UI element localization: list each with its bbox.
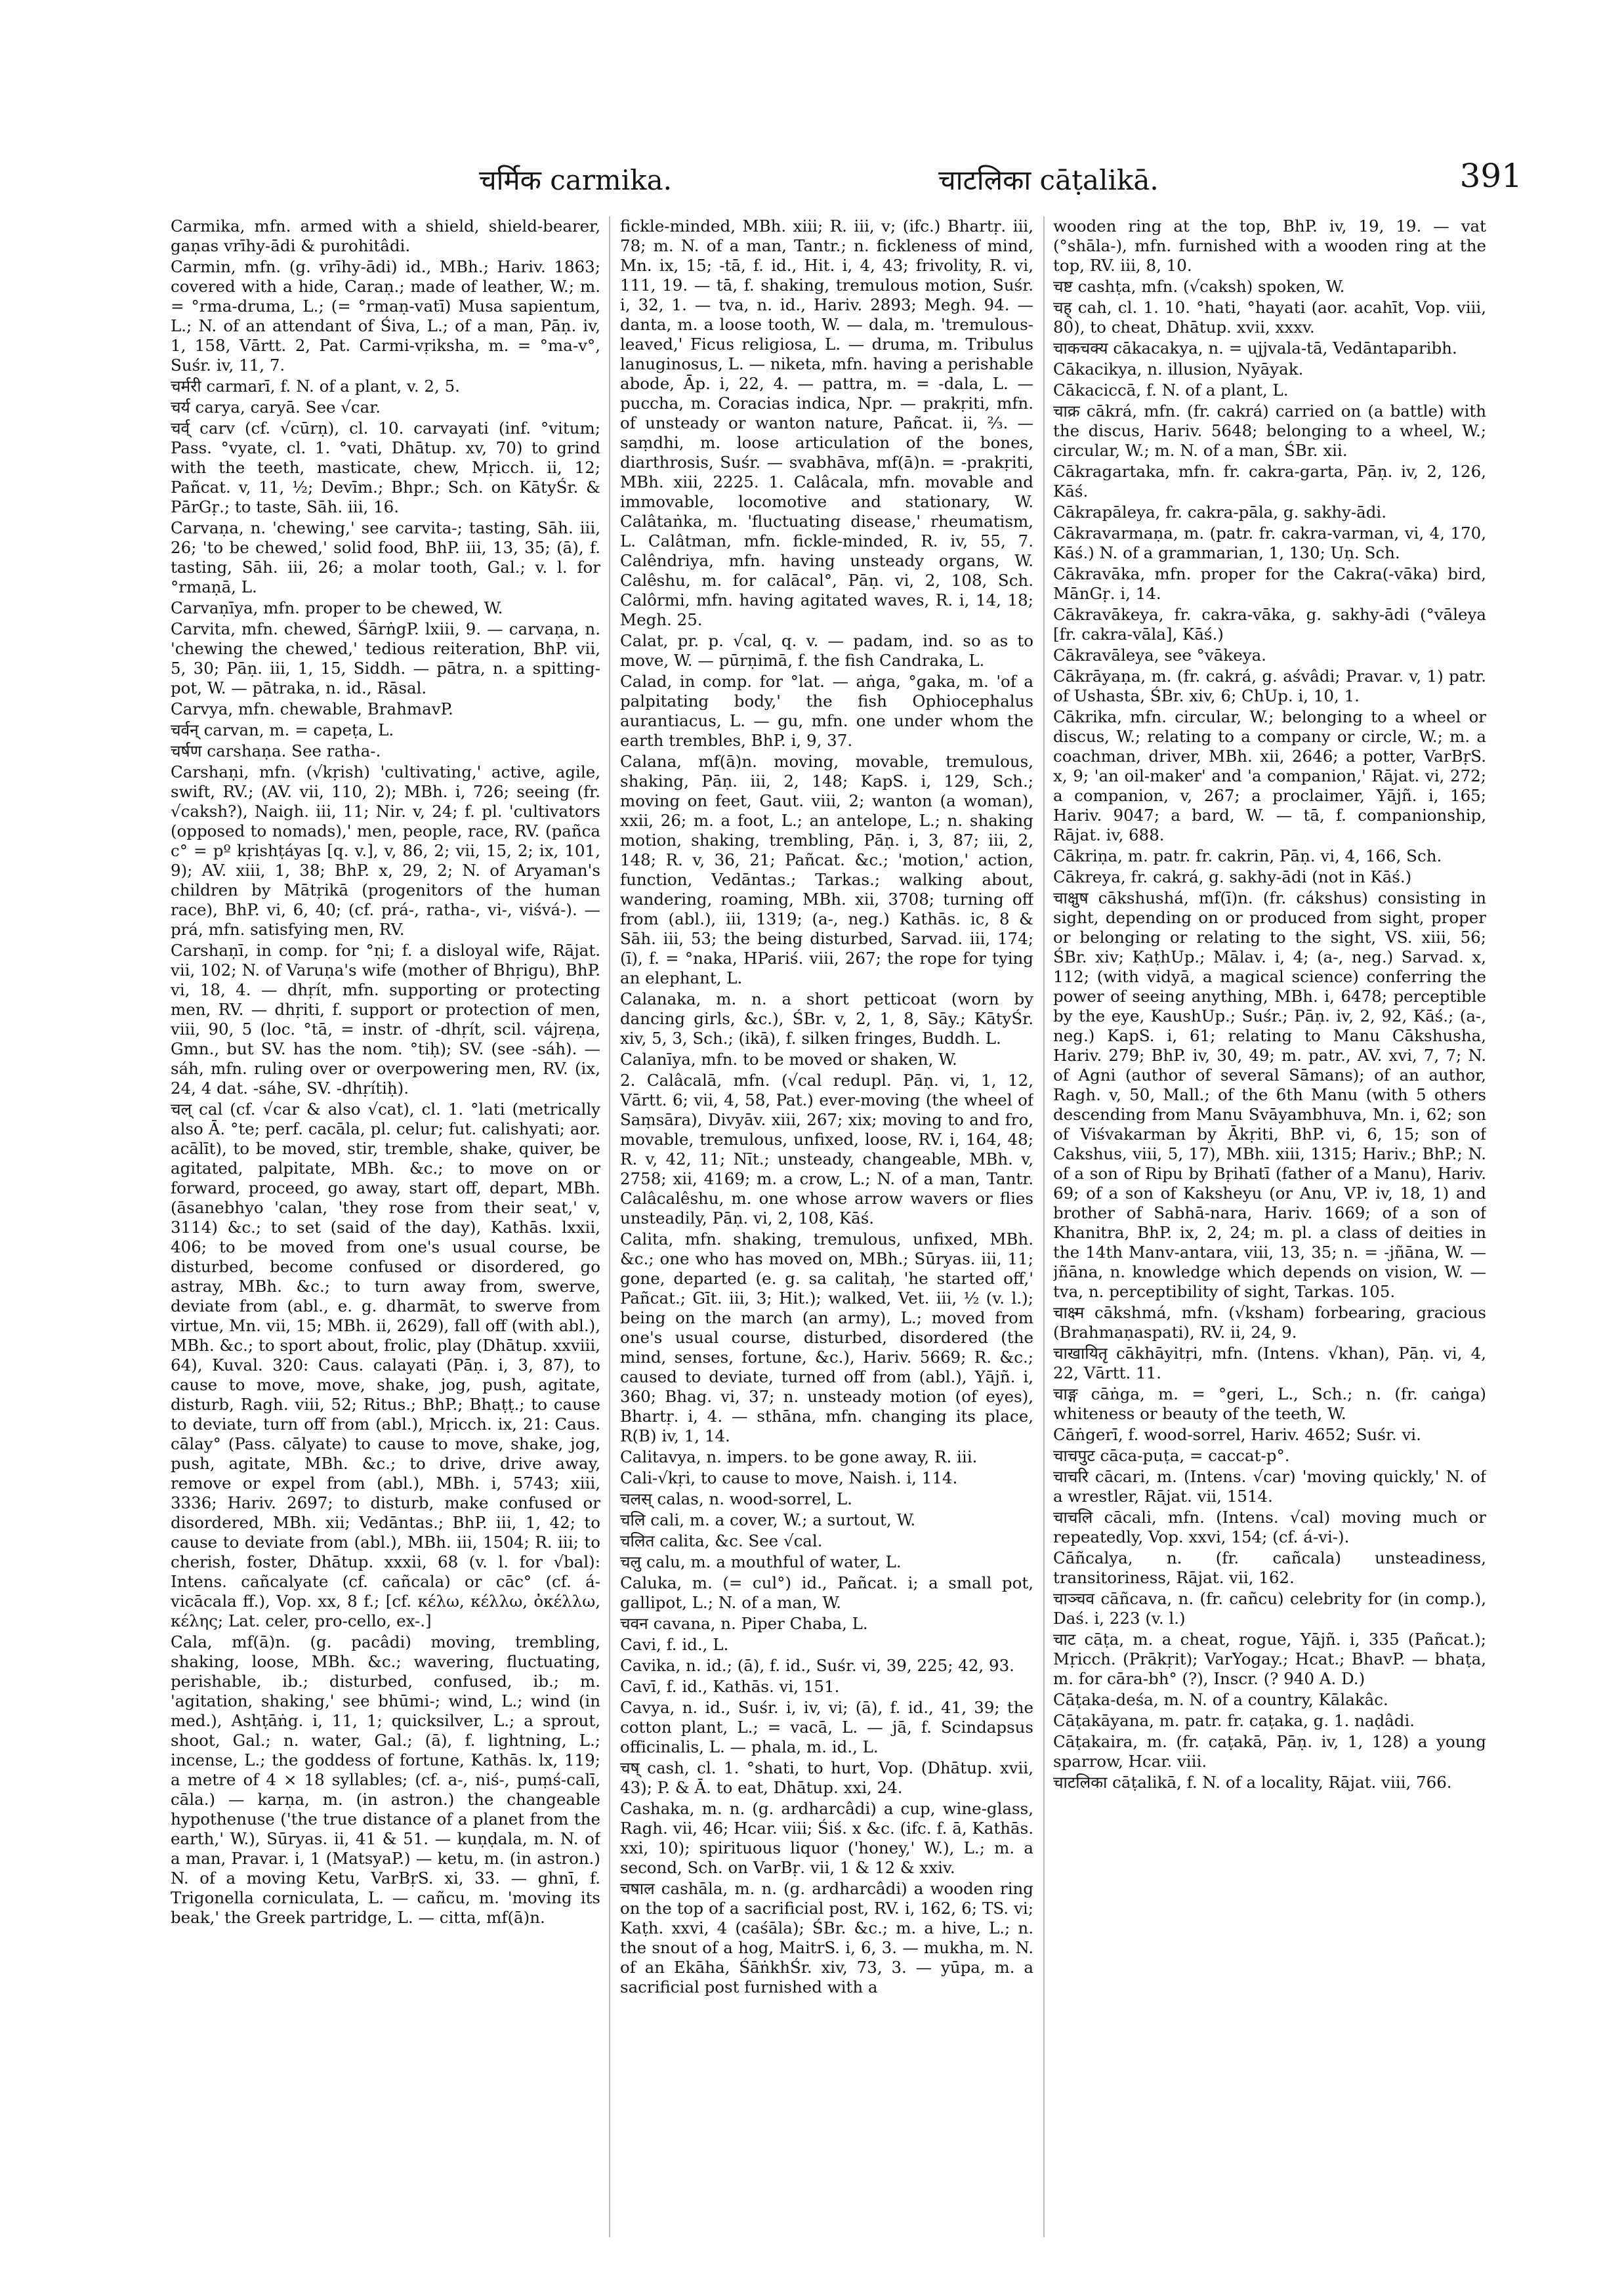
- column-left: [171, 217, 600, 2237]
- dictionary-entry: चलस् calas, n. wood-sorrel, L.: [620, 1489, 852, 1508]
- dictionary-entry: चाचपुट cāca-puṭa, = caccat-p°.: [1053, 1446, 1290, 1465]
- dictionary-entry: Carvaṇīya, mfn. proper to be chewed, W.: [171, 598, 503, 617]
- dictionary-entry: चाङ्ग cāṅga, m. = °geri, L., Sch.; n. (fr. caṅga) whiteness or beauty of the teeth, W.: [1053, 1384, 1486, 1423]
- dictionary-entry: Cali-√kṛi, to cause to move, Naish. i, 114.: [620, 1468, 958, 1487]
- dictionary-entry: चाचलि cācali, mfn. (Intens. √cal) moving much or repeatedly, Vop. xxvi, 154; (cf. á-vi-).: [1053, 1508, 1486, 1546]
- dictionary-entry: Cala, mf(ā)n. (g. pacâdi) moving, trembling, shaking, loose, MBh. &c.; wavering, fluctuating, perishable, ib.; disturbed, confused, ib.; m. 'agitation, shaking,' see bhūmi-; wind, L.; wind (in med.), Ashṭāṅg. i, 11, 1; quicksilver, L.; a sprout, shoot, Gal.; n. water, Gal.; (ā), f. lightning, L.; incense, L.; the goddess of fortune, Kathās. lx, 119; a metre of 4 × 18 syllables; (cf. a-, niś-, puṃś-calī, cāla.) — karṇa, m. (in astron.) the changeable hypothenuse ('the true distance of a planet from the earth,' W.), Sūryas. ii, 41 & 51. — kuṇḍala, m. N. of a man, Pravar. i, 1 (MatsyaP.) — ketu, m. (in astron.) N. of a moving Ketu, VarBṛS. xi, 33. — ghnī, f. Trigonella corniculata, L. — cañcu, m. 'moving its beak,' the Greek partridge, L. — citta, mf(ā)n.: [171, 1632, 600, 1927]
- dictionary-entry: Cākrāyaṇa, m. (fr. cakrá, g. aśvâdi; Pravar. v, 1) patr. of Ushasta, ŚBr. xiv, 6; ChUp. i, 10, 1.: [1053, 667, 1486, 705]
- dictionary-entry: चाट cāṭa, m. a cheat, rogue, Yājñ. i, 335 (Pañcat.); Mṛicch. (Prākṛit); VarYogay.; Hcat.; BhavP. — bhaṭa, m. for cāra-bh° (?), Inscr. (? 940 A. D.): [1053, 1630, 1486, 1688]
- dictionary-entry: Cāṭakaira, m. (fr. caṭakā, Pāṇ. iv, 1, 128) a young sparrow, Hcar. viii.: [1053, 1732, 1486, 1771]
- dictionary-entry: Cākacikya, n. illusion, Nyāyak.: [1053, 360, 1304, 379]
- dictionary-entry: चर्मरी carmarī, f. N. of a plant, v. 2, 5.: [171, 377, 460, 396]
- dictionary-entry: Cākriṇa, m. patr. fr. cakrin, Pāṇ. vi, 4, 166, Sch.: [1053, 846, 1442, 865]
- dictionary-entry: Carmin, mfn. (g. vrīhy-ādi) id., MBh.; Hariv. 1863; covered with a hide, Caraṇ.; made of leather, W.; m. = °rma-druma, L.; (= °rmaṇ-vatī) Musa sapientum, L.; N. of an attendant of Śiva, L.; of a man, Pāṇ. iv, 1, 158, Vārtt. 2, Pat. Carmi-vṛiksha, m. = °ma-v°, Suśr. iv, 11, 7.: [171, 257, 600, 375]
- dictionary-entry: चवन cavana, n. Piper Chaba, L.: [620, 1614, 868, 1633]
- dictionary-entry: Calanaka, m. n. a short petticoat (worn by dancing girls, &c.), ŚBr. v, 2, 1, 8, Sāy.; KātyŚr. xiv, 5, 3, Sch.; (ikā), f. silken fringes, Buddh. L.: [620, 989, 1033, 1048]
- dictionary-entry: Cākragartaka, mfn. fr. cakra-garta, Pāṇ. iv, 2, 126, Kāś.: [1053, 462, 1486, 501]
- page-header: [164, 157, 1522, 213]
- dictionary-entry: Cavya, n. id., Suśr. i, iv, vi; (ā), f. id., 41, 39; the cotton plant, L.; = vacā, L. — jā, f. Scindapsus officinalis, L. — phala, m. id., L.: [620, 1698, 1033, 1756]
- dictionary-entry: Calita, mfn. shaking, tremulous, unfixed, MBh. &c.; one who has moved on, MBh.; Sūryas. iii, 11; gone, departed (e. g. sa calitaḥ, 'he started off,' Pañcat.; Gīt. iii, 3; Hit.); walked, Vet. iii, ½ (v. l.); being on the march (an army), L.; moved from one's usual course, disturbed, disordered (the mind, senses, fortune, &c.), Hariv. 5669; R. &c.; caused to deviate, turned off from (abl.), Yājñ. i, 360; Bhag. vi, 37; n. unsteady motion (of eyes), Bhartṛ. i, 4. — sthāna, mfn. changing its place, R(B) iv, 1, 14.: [620, 1230, 1033, 1445]
- dictionary-entry: Cākravākeya, fr. cakra-vāka, g. sakhy-ādi (°vāleya [fr. cakra-vāla], Kāś.): [1053, 605, 1486, 644]
- dictionary-entry: Carshaṇi, mfn. (√kṛish) 'cultivating,' active, agile, swift, RV.; (AV. vii, 110, 2); MBh. i, 726; seeing (fr. √caksh?), Naigh. iii, 11; Nir. v, 24; f. pl. 'cultivators (opposed to nomads),' men, people, race, RV. (pañca c° = pº kṛishṭáyas [q. v.], v, 86, 2; vii, 15, 2; ix, 101, 9); AV. xiii, 1, 38; BhP. x, 29, 2; N. of Aryaman's children by Mātṛikā (progenitors of the human race), BhP. vi, 6, 40; (cf. prá-, ratha-, vi-, viśvá-). — prá, mfn. satisfying men, RV.: [171, 762, 600, 939]
- dictionary-entry: Cāṅgerī, f. wood-sorrel, Hariv. 4652; Suśr. vi.: [1053, 1425, 1421, 1444]
- header-right-word: चाटलिका cāṭalikā.: [938, 164, 1159, 196]
- dictionary-entry: Cākreya, fr. cakrá, g. sakhy-ādi (not in Kāś.): [1053, 867, 1412, 886]
- dictionary-entry: चर्व् carv (cf. √cūrṇ), cl. 10. carvayati (inf. °vitum; Pass. °vyate, cl. 1. °vati, Dhātup. xv, 70) to grind with the teeth, masticate, chew, Mṛicch. ii, 12; Pañcat. v, 11, ½; Devīm.; Bhpr.; Sch. on KātyŚr. & PārGṛ.; to taste, Sāh. iii, 16.: [171, 419, 600, 516]
- dictionary-entry: चाकचक्य cākacakya, n. = ujjvala-tā, Vedāntaparibh.: [1053, 339, 1457, 358]
- dictionary-entry: Cākrapāleya, fr. cakra-pāla, g. sakhy-ādi.: [1053, 503, 1387, 522]
- dictionary-entry: चर्य carya, caryā. See √car.: [171, 398, 381, 417]
- dictionary-entry: Carvaṇa, n. 'chewing,' see carvita-; tasting, Sāh. iii, 26; 'to be chewed,' solid food, BhP. iii, 13, 35; (ā), f. tasting, Sāh. iii, 26; a molar tooth, Gal.; v. l. for °rmaṇā, L.: [171, 518, 600, 596]
- dictionary-entry: Cavi, f. id., L.: [620, 1635, 729, 1654]
- dictionary-entry: Cākrika, mfn. circular, W.; belonging to a wheel or discus, W.; relating to a company or circle, W.; m. a coachman, driver, MBh. xii, 2646; a potter, VarBṛS. x, 9; 'an oil-maker' and 'a companion,' Rājat. vi, 272; a companion, v, 267; a proclaimer, Yājñ. i, 165; Hariv. 9047; a bard, W. — tā, f. companionship, Rājat. iv, 688.: [1053, 707, 1486, 844]
- dictionary-entry: चर्वन् carvan, m. = capeṭa, L.: [171, 720, 394, 739]
- dictionary-entry: Cāṭakāyana, m. patr. fr. caṭaka, g. 1. naḍâdi.: [1053, 1711, 1415, 1730]
- dictionary-entry: Cashaka, m. n. (g. ardharcâdi) a cup, wine-glass, Ragh. vii, 46; Hcar. viii; Śiś. x &c. (ifc. f. ā, Kathās. xxi, 10); spirituous liquor ('honey,' W.), L.; m. a second, Sch. on VarBṛ. vii, 1 & 12 & xxiv.: [620, 1799, 1033, 1877]
- dictionary-entry: Cākravarmaṇa, m. (patr. fr. cakra-varman, vi, 4, 170, Kāś.) N. of a grammarian, 1, 130; Uṇ. Sch.: [1053, 524, 1486, 562]
- column-divider: [609, 217, 610, 2237]
- dictionary-entry: Calat, pr. p. √cal, q. v. — padam, ind. so as to move, W. — pūrṇimā, f. the fish Candraka, L.: [620, 631, 1033, 670]
- dictionary-entry: Carvya, mfn. chewable, BrahmavP.: [171, 699, 453, 718]
- column-right: [1053, 217, 1486, 2237]
- dictionary-entry: Cāñcalya, n. (fr. cañcala) unsteadiness, transitoriness, Rājat. vii, 162.: [1053, 1548, 1486, 1587]
- dictionary-entry: wooden ring at the top, BhP. iv, 19, 19. — vat (°shāla-), mfn. furnished with a wooden ring at the top, RV. iii, 8, 10.: [1053, 217, 1486, 275]
- dictionary-entry: Calanīya, mfn. to be moved or shaken, W.: [620, 1050, 957, 1069]
- dictionary-entry: चाक्षुष cākshushá, mf(ī)n. (fr. cákshus) consisting in sight, depending on or produced from sight, proper or belonging or relating to the sight, VS. xiii, 56; ŚBr. xiv; KaṭhUp.; Mālav. i, 4; (a-, neg.) Sarvad. x, 112; (with vidyā, a magical science) conferring the power of seeing anything, MBh. i, 6478; perceptible by the eye, KaushUp.; Suśr.; Pāṇ. iv, 2, 92, Kāś.; (a-, neg.) KapS. i, 61; relating to Manu Cākshusha, Hariv. 279; BhP. iv, 30, 49; m. patr., AV. xvi, 7, 7; N. of Agni (author of several Sāmans); of an author, Ragh. v, 50, Mall.; of the 6th Manu (with 5 others descending from Manu Svāyambhuva, Mn. i, 62; son of Viśvakarman by Ākṛiti, BhP. vi, 6, 15; son of Cakshus, viii, 5, 17), MBh. xiii, 1315; Hariv.; BhP.; N. of a son of Ripu by Bṛihatī (father of a Manu), Hariv. 69; of a son of Kaksheyu (or Anu, VP. iv, 18, 1) and brother of Sabhā-nara, Hariv. 1669; of a son of Khanitra, BhP. ix, 2, 24; m. pl. a class of deities in the 14th Manv-antara, viii, 13, 35; n. = -jñāna, W. — jñāna, n. knowledge which depends on vision, W. — tva, n. perceptibility of sight, Tarkas. 105.: [1053, 888, 1486, 1301]
- dictionary-entry: चलित calita, &c. See √cal.: [620, 1531, 823, 1550]
- dictionary-entry: चाक्र cākrá, mfn. (fr. cakrá) carried on (a battle) with the discus, Hariv. 5648; belonging to a wheel, W.; circular, W.; m. N. of a man, ŚBr. xii.: [1053, 402, 1486, 460]
- dictionary-entry: Cākravāleya, see °vākeya.: [1053, 646, 1266, 665]
- column-divider: [1043, 217, 1045, 2237]
- dictionary-entry: चाचरि cācari, m. (Intens. √car) 'moving quickly,' N. of a wrestler, Rājat. vii, 1514.: [1053, 1467, 1486, 1506]
- dictionary-entry: Caluka, m. (= cul°) id., Pañcat. i; a small pot, gallipot, L.; N. of a man, W.: [620, 1573, 1033, 1612]
- dictionary-entry: चष्ट cashṭa, mfn. (√caksh) spoken, W.: [1053, 277, 1345, 296]
- dictionary-entry: Cākaciccā, f. N. of a plant, L.: [1053, 381, 1289, 400]
- dictionary-entry: चलि cali, m. a cover, W.; a surtout, W.: [620, 1510, 916, 1529]
- dictionary-entry: Calitavya, n. impers. to be gone away, R. iii.: [620, 1447, 978, 1466]
- header-left-word: चर्मिक carmika.: [479, 164, 673, 196]
- dictionary-entry: चषाल cashāla, m. n. (g. ardharcâdi) a wooden ring on the top of a sacrificial post, RV. i, 162, 6; TS. vi; Kaṭh. xxvi, 4 (caśāla); ŚBr. &c.; m. a hive, L.; n. the snout of a hog, MaitrS. i, 6, 3. — mukha, m. N. of an Ekāha, ŚāṅkhŚr. xiv, 73, 3. — yūpa, m. a sacrificial post furnished with a: [620, 1879, 1033, 1996]
- column-middle: [620, 217, 1033, 2237]
- dictionary-entry: चलु calu, m. a mouthful of water, L.: [620, 1552, 902, 1571]
- dictionary-entry: Carshaṇī, in comp. for °ṇi; f. a disloyal wife, Rājat. vii, 102; N. of Varuṇa's wife (mother of Bhṛigu), BhP. vi, 18, 4. — dhṛít, mfn. supporting or protecting men, RV. — dhṛiti, f. support or protection of men, viii, 90, 5 (loc. °tā, = instr. of -dhṛít, scil. vájreṇa, Gmn., but SV. has the nom. °tiḥ); SV. (see -sáh). — sáh, mfn. ruling over or overpowering men, RV. (ix, 24, 4 dat. -sáhe, SV. -dhṛítiḥ).: [171, 941, 600, 1098]
- dictionary-entry: Carmika, mfn. armed with a shield, shield-bearer, gaṇas vrīhy-ādi & purohitâdi.: [171, 217, 600, 255]
- page-number: 391: [1459, 157, 1522, 195]
- dictionary-entry: चाखायितृ cākhāyitṛi, mfn. (Intens. √khan), Pāṇ. vi, 4, 22, Vārtt. 11.: [1053, 1344, 1486, 1382]
- dictionary-entry: चाक्ष्म cākshmá, mfn. (√ksham) forbearing, gracious (Brahmaṇaspati), RV. ii, 24, 9.: [1053, 1303, 1486, 1342]
- dictionary-entry: Calad, in comp. for °lat. — aṅga, °gaka, m. 'of a palpitating body,' the fish Ophiocephalus aurantiacus, L. — gu, mfn. one under whom the earth trembles, BhP. i, 9, 37.: [620, 672, 1033, 750]
- dictionary-entry: fickle-minded, MBh. xiii; R. iii, v; (ifc.) Bhartṛ. iii, 78; m. N. of a man, Tantr.; n. fickleness of mind, Mn. ix, 15; -tā, f. id., Hit. i, 4, 43; frivolity, R. vi, 111, 19. — tā, f. shaking, tremulous motion, Suśr. i, 32, 1. — tva, n. id., Hariv. 2893; Megh. 94. — danta, m. a loose tooth, W. — dala, m. 'tremulous-leaved,' Ficus religiosa, L. — druma, m. Tribulus lanuginosus, L. — niketa, mfn. having a perishable abode, Āp. i, 22, 4. — pattra, m. = -dala, L. — puccha, m. Coracias indica, Npr. — prakṛiti, mfn. of unsteady or wanton nature, Pañcat. ii, ⅔. — saṃdhi, m. loose articulation of the bones, diarthrosis, Suśr. — svabhāva, mf(ā)n. = -prakṛiti, MBh. xiii, 2225. 1. Calâcala, mfn. movable and immovable, locomotive and stationary, W. Calâtaṅka, m. 'fluctuating disease,' rheumatism, L. Calâtman, mfn. fickle-minded, R. iv, 55, 7. Calêndriya, mfn. having unsteady organs, W. Calêshu, m. for calācal°, Pāṇ. vi, 2, 108, Sch. Calôrmi, mfn. having agitated waves, R. i, 14, 18; Megh. 25.: [620, 217, 1033, 629]
- dictionary-entry: Calana, mf(ā)n. moving, movable, tremulous, shaking, Pāṇ. iii, 2, 148; KapS. i, 129, Sch.; moving on feet, Gaut. viii, 2; wanton (a woman), xxii, 26; m. a foot, L.; an antelope, L.; n. shaking motion, shaking, trembling, Pāṇ. i, 3, 87; iii, 2, 148; R. v, 36, 21; Pañcat. &c.; 'motion,' action, function, Vedāntas.; Tarkas.; walking about, wandering, roaming, MBh. xii, 3708; turning off from (abl.), iii, 1319; (a-, neg.) Kathās. ic, 8 & Sāh. iii, 53; the being disturbed, Sarvad. iii, 174; (ī), f. = °naka, HPariś. viii, 267; the rope for tying an elephant, L.: [620, 752, 1033, 987]
- dictionary-entry: चल् cal (cf. √car & also √cat), cl. 1. °lati (metrically also Ā. °te; perf. cacāla, pl. celur; fut. calishyati; aor. acālīt), to be moved, stir, tremble, shake, quiver, be agitated, palpitate, MBh. &c.; to move on or forward, proceed, go away, start off, depart, MBh. (āsanebhyo 'calan, 'they rose from their seat,' v, 3114) &c.; to set (said of the day), Kathās. lxxii, 406; to be moved from one's usual course, be disturbed, become confused or disordered, go astray, MBh. &c.; to turn away from, swerve, deviate from (abl., e. g. dharmāt, to swerve from virtue, Mn. vii, 15; MBh. ii, 2629), fall off (with abl.), MBh. &c.; to sport about, frolic, play (Dhātup. xxviii, 64), Kuval. 320: Caus. calayati (Pāṇ. i, 3, 87), to cause to move, move, shake, jog, push, agitate, disturb, Ragh. viii, 52; Ritus.; BhP.; Bhaṭṭ.; to cause to deviate, turn off from (abl.), Mṛicch. ix, 21: Caus. cālay° (Pass. cālyate) to cause to move, shake, jog, push, agitate, MBh. &c.; to drive, drive away, remove or expel from (abl.), MBh. i, 5743; xiii, 3336; Hariv. 2697; to disturb, make confused or disordered, MBh. xii; Vedāntas.; BhP. iii, 1, 42; to cause to deviate from (abl.), MBh. iii, 1504; R. iii; to cherish, foster, Dhātup. xxxii, 68 (v. l. for √bal): Intens. cañcalyate (cf. cañcala) or cāc° (cf. á-vicācala ff.), Vop. xx, 8 f.; [cf. κέλω, κέλλω, ὀκέλλω, κέλης; Lat. celer, pro-cello, ex-.]: [171, 1100, 600, 1630]
- dictionary-entry: Carvita, mfn. chewed, ŚārṅgP. lxiii, 9. — carvaṇa, n. 'chewing the chewed,' tedious reiteration, BhP. vii, 5, 30; Pāṇ. iii, 1, 15, Siddh. — pātra, n. a spitting-pot, W. — pātraka, n. id., Rāsal.: [171, 619, 600, 697]
- dictionary-entry: Cavika, n. id.; (ā), f. id., Suśr. vi, 39, 225; 42, 93.: [620, 1656, 1014, 1675]
- dictionary-entry: 2. Calâcalā, mfn. (√cal redupl. Pāṇ. vi, 1, 12, Vārtt. 6; vii, 4, 58, Pat.) ever-moving (the wheel of Saṃsāra), Divyāv. xiii, 267; xix; moving to and fro, movable, tremulous, unfixed, loose, RV. i, 164, 48; R. v, 42, 11; Nīt.; unsteady, changeable, MBh. v, 2758; xii, 4169; m. a crow, L.; N. of a man, Tantr. Calâcalêshu, m. one whose arrow wavers or flies unsteadily, Pāṇ. vi, 2, 108, Kāś.: [620, 1071, 1033, 1228]
- dictionary-entry: Cāṭaka-deśa, m. N. of a country, Kālakâc.: [1053, 1690, 1388, 1709]
- dictionary-entry: चाञ्चव cāñcava, n. (fr. cañcu) celebrity for (in comp.), Daś. i, 223 (v. l.): [1053, 1589, 1486, 1628]
- dictionary-entry: चर्षण carshaṇa. See ratha-.: [171, 741, 381, 760]
- dictionary-entry: चष् cash, cl. 1. °shati, to hurt, Vop. (Dhātup. xvii, 43); P. & Ā. to eat, Dhātup. xxi, 24.: [620, 1758, 1033, 1797]
- dictionary-entry: चाटलिका cāṭalikā, f. N. of a locality, Rājat. viii, 766.: [1053, 1773, 1452, 1792]
- dictionary-entry: Cākravāka, mfn. proper for the Cakra(-vāka) bird, MānGṛ. i, 14.: [1053, 564, 1486, 603]
- dictionary-entry: Cavī, f. id., Kathās. vi, 151.: [620, 1677, 840, 1696]
- dictionary-entry: चह् cah, cl. 1. 10. °hati, °hayati (aor. acahīt, Vop. viii, 80), to cheat, Dhātup. xvii, xxxv.: [1053, 298, 1486, 337]
